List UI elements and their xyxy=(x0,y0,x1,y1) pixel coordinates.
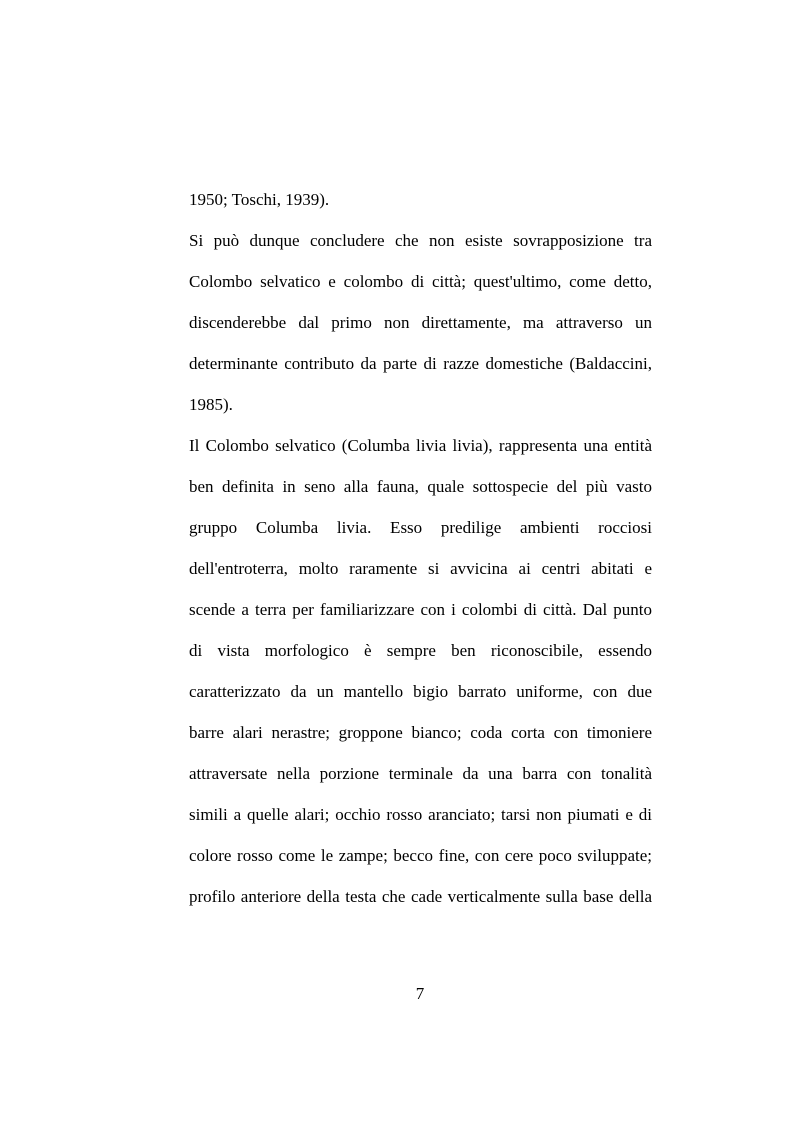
text-line: simili a quelle alari; occhio rosso aranciato; tarsi non piumati e di xyxy=(189,805,652,824)
text-line: colore rosso come le zampe; becco fine, con cere poco sviluppate; xyxy=(189,846,652,865)
text-line: barre alari nerastre; groppone bianco; coda corta con timoniere xyxy=(189,723,652,742)
page-number: 7 xyxy=(415,984,425,1003)
text-line: scende a terra per familiarizzare con i colombi di città. Dal punto xyxy=(189,600,652,619)
text-line: ben definita in seno alla fauna, quale sottospecie del più vasto xyxy=(189,477,652,496)
text-line: determinante contributo da parte di razze domestiche (Baldaccini, xyxy=(189,354,652,373)
text-line: dell'entroterra, molto raramente si avvicina ai centri abitati e xyxy=(189,559,652,578)
text-line: di vista morfologico è sempre ben riconoscibile, essendo xyxy=(189,641,652,660)
text-line: gruppo Columba livia. Esso predilige ambienti rocciosi xyxy=(189,518,652,537)
text-line: attraversate nella porzione terminale da una barra con tonalità xyxy=(189,764,652,783)
text-line: caratterizzato da un mantello bigio barrato uniforme, con due xyxy=(189,682,652,701)
text-line: 1950; Toschi, 1939). xyxy=(189,190,330,209)
text-line: 1985). xyxy=(189,395,233,414)
text-line: discenderebbe dal primo non direttamente, ma attraverso un xyxy=(189,313,652,332)
text-line: Colombo selvatico e colombo di città; quest'ultimo, come detto, xyxy=(189,272,652,291)
text-line: Il Colombo selvatico (Columba livia livia), rappresenta una entità xyxy=(189,436,652,455)
text-line: profilo anteriore della testa che cade verticalmente sulla base della xyxy=(189,887,652,906)
text-line: Si può dunque concludere che non esiste sovrapposizione tra xyxy=(189,231,652,250)
